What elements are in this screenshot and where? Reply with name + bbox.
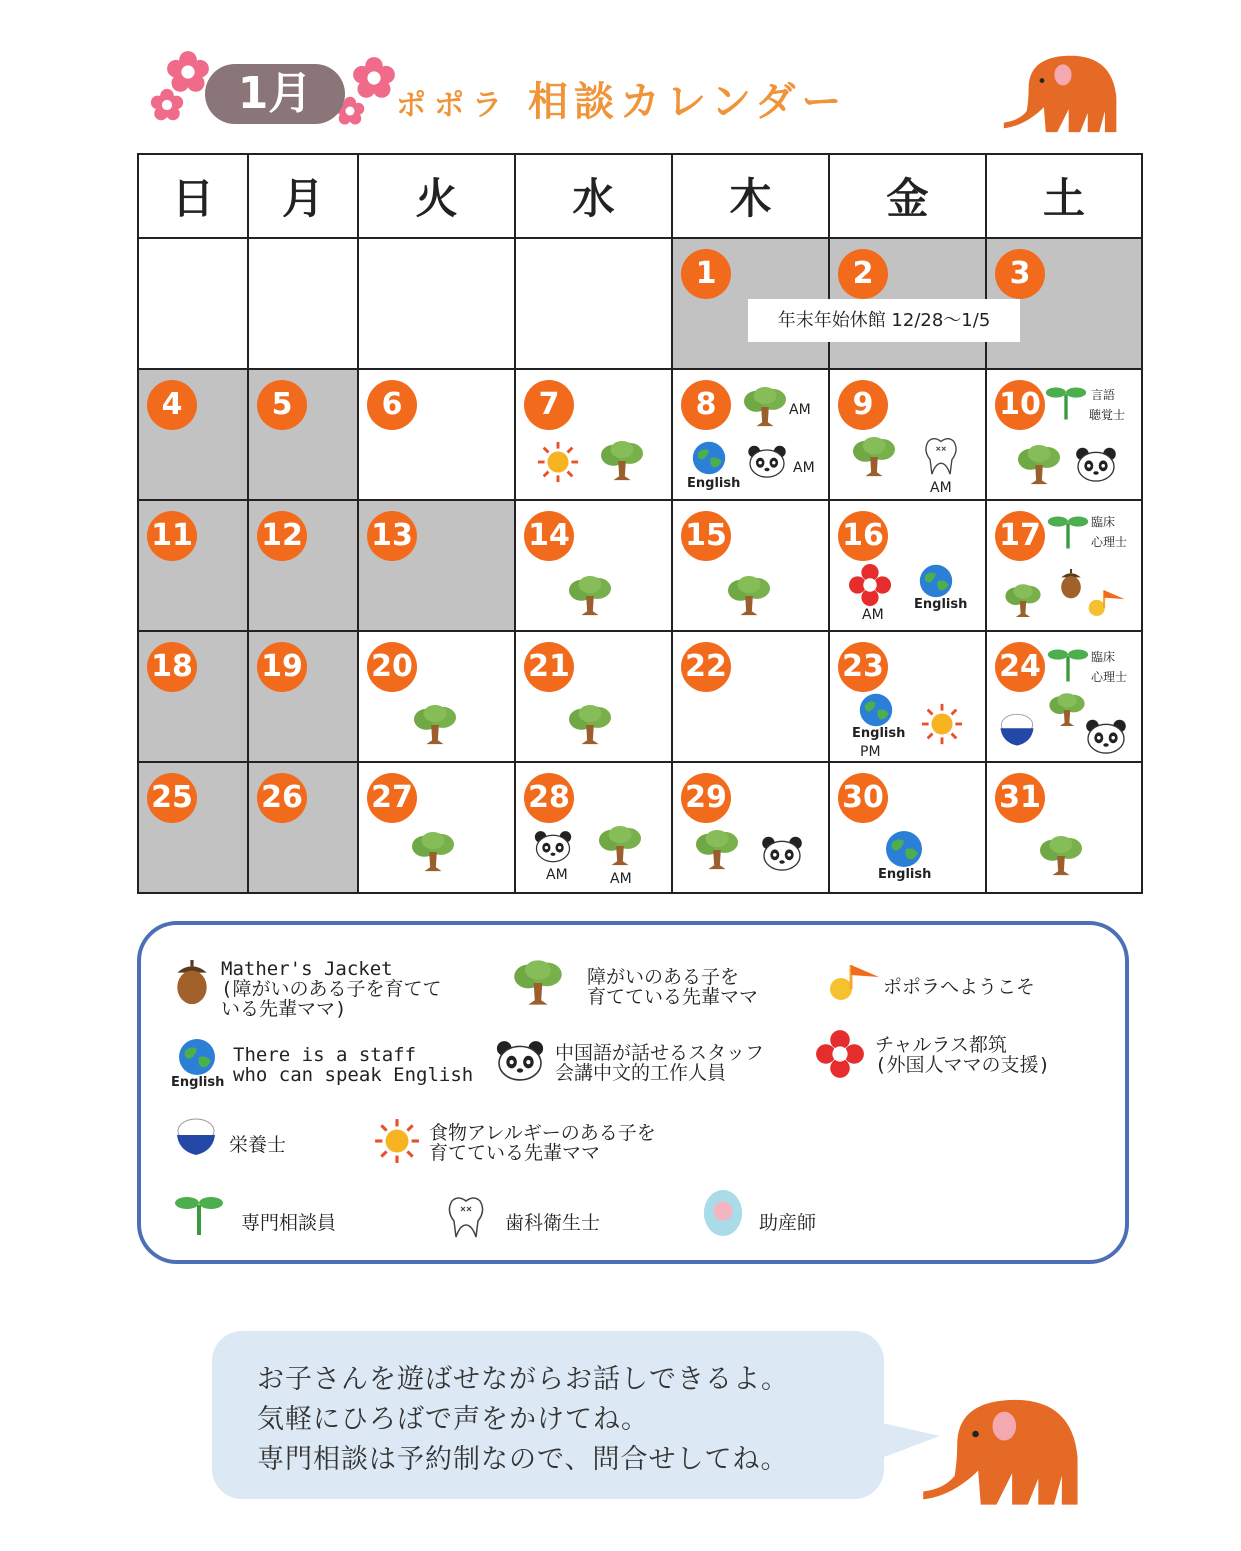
day-number: 8 — [681, 380, 731, 430]
tree-icon — [566, 704, 614, 746]
day-number: 23 — [838, 642, 888, 692]
flower-icon — [815, 1029, 865, 1079]
day-cell — [248, 762, 358, 893]
blossom-icon — [352, 56, 396, 100]
time-label: AM — [862, 607, 884, 623]
legend-baby-text: 助産師 — [759, 1212, 817, 1234]
tooth-icon — [922, 436, 960, 476]
day-number: 29 — [681, 773, 731, 823]
day-number: 22 — [681, 642, 731, 692]
day-number: 1 — [681, 249, 731, 299]
day-cell — [672, 369, 829, 500]
day-empty — [248, 238, 358, 369]
weekday-fri: 金 — [829, 154, 986, 238]
day-empty — [358, 238, 515, 369]
sun-icon — [536, 440, 580, 484]
weekday-sun: 日 — [138, 154, 248, 238]
time-label: AM — [546, 867, 568, 883]
legend-english-label: English — [171, 1075, 225, 1090]
elephant-icon — [918, 1392, 1088, 1510]
baby-icon — [701, 1187, 745, 1239]
day-cell — [829, 369, 986, 500]
legend-earth-text: There is a staff who can speak English — [233, 1044, 474, 1086]
page-title — [396, 70, 847, 127]
day-number: 21 — [524, 642, 574, 692]
day-cell — [515, 762, 672, 893]
day-number: 3 — [995, 249, 1045, 299]
day-number: 19 — [257, 642, 307, 692]
day-cell — [829, 762, 986, 893]
specialist-tag: 臨床 — [1091, 515, 1116, 529]
sprout-icon — [1047, 644, 1089, 682]
day-number: 31 — [995, 773, 1045, 823]
weekday-wed: 水 — [515, 154, 672, 238]
day-number: 30 — [838, 773, 888, 823]
day-cell — [515, 500, 672, 631]
sprout-icon — [1047, 511, 1089, 549]
legend-tooth-text: 歯科衛生士 — [505, 1212, 601, 1234]
day-number: 7 — [524, 380, 574, 430]
earth-icon — [691, 440, 727, 476]
panda-icon — [534, 829, 572, 863]
day-cell — [358, 631, 515, 762]
day-number: 15 — [681, 511, 731, 561]
day-number: 20 — [367, 642, 417, 692]
day-number: 12 — [257, 511, 307, 561]
rice-icon — [173, 1115, 219, 1159]
day-cell — [358, 762, 515, 893]
day-number: 13 — [367, 511, 417, 561]
day-cell — [138, 500, 248, 631]
specialist-tag: 言語 — [1091, 388, 1116, 402]
weekday-thu: 木 — [672, 154, 829, 238]
sprout-icon — [1045, 382, 1087, 420]
day-number: 4 — [147, 380, 197, 430]
english-label: English — [878, 867, 932, 882]
day-number: 14 — [524, 511, 574, 561]
legend-sun-text: 食物アレルギーのある子を 育てている先輩ママ — [429, 1122, 656, 1164]
time-label: AM — [793, 460, 815, 476]
panda-icon — [495, 1039, 545, 1081]
time-label: AM — [789, 402, 811, 418]
time-label: PM — [860, 744, 881, 760]
day-number: 27 — [367, 773, 417, 823]
legend-panda-text: 中国語が話せるスタッフ 会講中文的工作人員 — [555, 1042, 765, 1084]
legend-flower-text: チャルラス都筑 (外国人ママの支援) — [875, 1034, 1050, 1076]
specialist-tag: 聴覚士 — [1089, 408, 1126, 422]
day-empty — [515, 238, 672, 369]
tree-icon — [725, 575, 773, 617]
tree-icon — [741, 386, 789, 428]
tree-icon — [411, 704, 459, 746]
day-number: 10 — [995, 380, 1045, 430]
day-number: 5 — [257, 380, 307, 430]
earth-icon — [858, 692, 894, 728]
panda-icon — [1085, 718, 1127, 754]
day-number: 11 — [147, 511, 197, 561]
tree-icon — [511, 959, 565, 1007]
day-cell — [248, 500, 358, 631]
english-label: English — [687, 476, 741, 491]
day-empty — [138, 238, 248, 369]
day-cell — [515, 631, 672, 762]
flower-icon — [848, 563, 892, 607]
note-icon — [1085, 587, 1129, 617]
legend-box — [137, 921, 1129, 1264]
sun-icon — [373, 1117, 421, 1165]
legend-rice-text: 栄養士 — [229, 1134, 287, 1156]
day-cell — [986, 500, 1142, 631]
day-cell — [248, 631, 358, 762]
earth-icon — [884, 829, 924, 869]
day-cell — [248, 369, 358, 500]
legend-note-text: ポポラへようこそ — [883, 976, 1036, 998]
title-sub: ポポラ — [396, 88, 510, 123]
tree-icon — [693, 829, 741, 871]
day-cell — [138, 631, 248, 762]
day-cell — [986, 762, 1142, 893]
day-number: 18 — [147, 642, 197, 692]
earth-icon — [177, 1037, 217, 1077]
specialist-tag: 心理士 — [1091, 670, 1128, 684]
tree-icon — [1003, 583, 1043, 619]
tree-icon — [596, 825, 644, 867]
note-icon — [825, 961, 885, 1001]
calendar — [137, 153, 1141, 895]
title-main: 相談カレンダー — [528, 79, 848, 125]
month-label: 1月 — [205, 64, 345, 124]
tree-icon — [409, 831, 457, 873]
panda-icon — [761, 835, 803, 871]
message-line: お子さんを遊ばせながらお話しできるよ。 — [257, 1364, 789, 1395]
tree-icon — [598, 440, 646, 482]
acorn-icon — [1057, 565, 1085, 601]
day-cell — [358, 369, 515, 500]
sun-icon — [920, 702, 964, 746]
day-number: 16 — [838, 511, 888, 561]
closed-note: 年末年始休館 12/28〜1/5 — [748, 299, 1020, 342]
day-cell — [515, 369, 672, 500]
day-number: 17 — [995, 511, 1045, 561]
weekday-tue: 火 — [358, 154, 515, 238]
sprout-icon — [173, 1191, 225, 1235]
rice-icon — [997, 710, 1037, 750]
tree-icon — [1037, 835, 1085, 877]
legend-acorn-text: Mather's Jacket (障がいのある子を育てて いる先輩ママ) — [221, 958, 442, 1020]
day-cell — [672, 631, 829, 762]
weekday-mon: 月 — [248, 154, 358, 238]
english-label: English — [914, 597, 968, 612]
time-label: AM — [610, 871, 632, 887]
specialist-tag: 心理士 — [1091, 535, 1128, 549]
day-number: 2 — [838, 249, 888, 299]
earth-icon — [918, 563, 954, 599]
day-number: 9 — [838, 380, 888, 430]
legend-tree-text: 障がいのある子を 育てている先輩ママ — [587, 966, 759, 1008]
day-number: 6 — [367, 380, 417, 430]
weekday-sat: 土 — [986, 154, 1142, 238]
panda-icon — [747, 444, 787, 478]
day-number: 26 — [257, 773, 307, 823]
day-cell — [672, 500, 829, 631]
message-line: 気軽にひろばで声をかけてね。 — [257, 1404, 649, 1435]
tree-icon — [1015, 444, 1063, 486]
day-number: 28 — [524, 773, 574, 823]
panda-icon — [1075, 446, 1117, 482]
blossom-icon — [150, 88, 184, 122]
day-number: 25 — [147, 773, 197, 823]
day-number: 24 — [995, 642, 1045, 692]
message-bubble — [212, 1331, 884, 1499]
day-cell — [986, 631, 1142, 762]
tooth-icon — [445, 1195, 487, 1239]
tree-icon — [1047, 692, 1087, 728]
day-cell — [672, 762, 829, 893]
acorn-icon — [171, 955, 213, 1007]
english-label: English — [852, 726, 906, 741]
day-cell — [829, 631, 986, 762]
message-line: 専門相談は予約制なので、問合せしてね。 — [257, 1444, 789, 1475]
day-cell — [358, 500, 515, 631]
legend-sprout-text: 専門相談員 — [241, 1212, 337, 1234]
day-cell — [138, 369, 248, 500]
day-cell — [138, 762, 248, 893]
day-cell — [829, 500, 986, 631]
tree-icon — [566, 575, 614, 617]
specialist-tag: 臨床 — [1091, 650, 1116, 664]
tree-icon — [850, 436, 898, 478]
day-cell — [986, 369, 1142, 500]
time-label: AM — [930, 480, 952, 496]
elephant-icon — [1000, 50, 1124, 136]
